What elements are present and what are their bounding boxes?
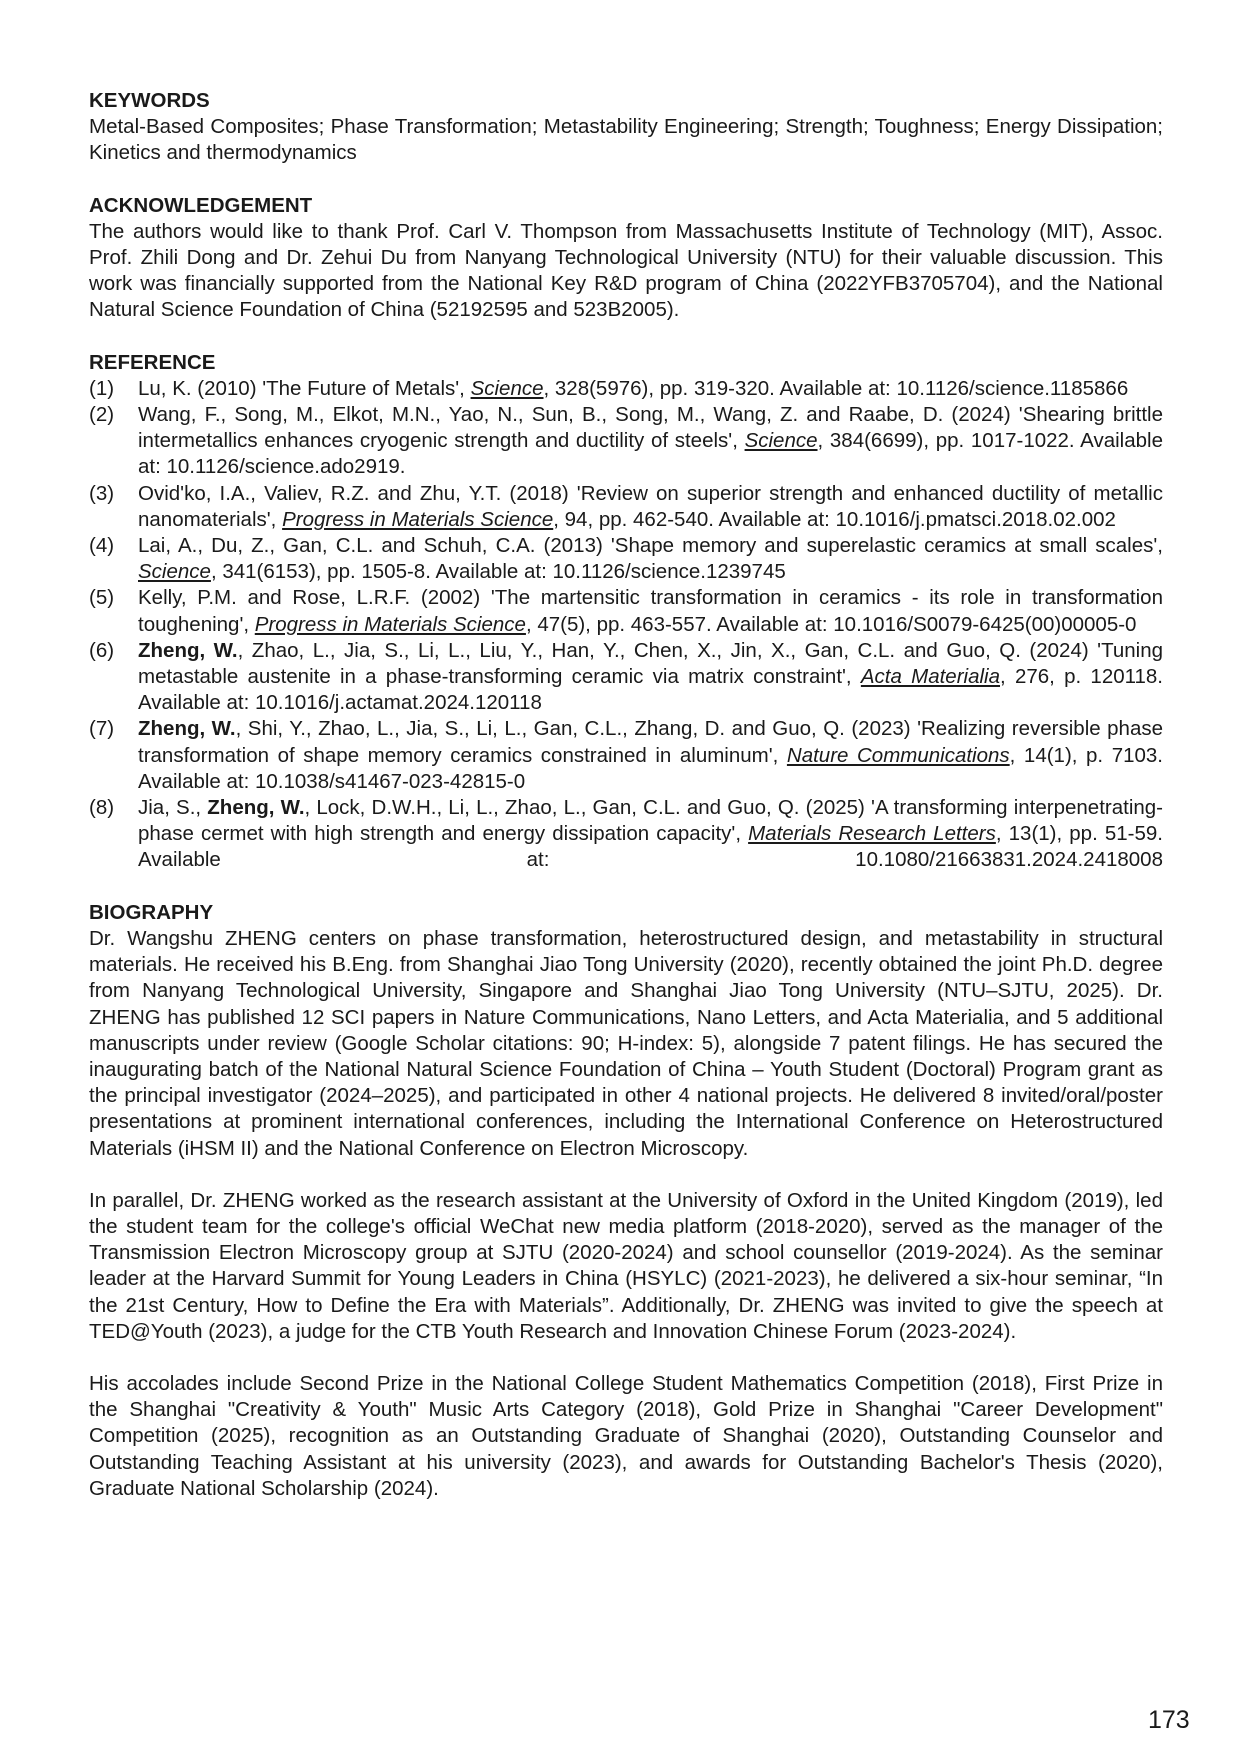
reference-details: , 47(5), pp. 463-557. Available at: 10.1016/S0079-6425(00)00005-0 (525, 612, 1137, 636)
biography-paragraph: In parallel, Dr. ZHENG worked as the research assistant at the University of Oxford in the United Kingdom (2019), led the student team for the college's official WeChat new media platform (2018-2020), served as the manager of the Transmission Electron Microscopy group at SJTU (2020-2024) and school counsellor (2019-2024). As the seminar leader at the Harvard Summit for Young Leaders in China (HSYLC) (2021-2023), he delivered a six-hour seminar, “In the 21st Century, How to Define the Era with Materials”. Additionally, Dr. ZHENG was invited to give the speech at TED@Youth (2023), a judge for the CTB Youth Research and Innovation Chinese Forum (2023-2024). (89, 1188, 1163, 1343)
keywords-section (89, 88, 1163, 167)
biography-paragraph: His accolades include Second Prize in the National College Student Mathematics Competition (2018), First Prize in the Shanghai "Creativity & Youth" Music Arts Category (2018), Gold Prize in Shanghai "Career Development" Competition (2025), recognition as an Outstanding Graduate of Shanghai (2020), Outstanding Counselor and Outstanding Teaching Assistant at his university (2023), and awards for Outstanding Bachelor's Thesis (2020), Graduate National Scholarship (2024). (89, 1371, 1163, 1500)
reference-text (138, 533, 1163, 585)
acknowledgement-heading: ACKNOWLEDGEMENT (89, 193, 313, 217)
reference-citation: , Shi, Y., Zhao, L., Jia, S., Li, L., Gan, C.L., Zhang, D. and Guo, Q. (2023) 'Realizing reversible phase transformation of shape memory ceramics constrained in aluminum', (138, 717, 1163, 767)
reference-details: , 94, pp. 462-540. Available at: 10.1016/j.pmatsci.2018.02.002 (553, 507, 1116, 531)
reference-number: (3) (89, 481, 115, 505)
reference-number: (1) (89, 376, 115, 400)
reference-journal: Science (744, 429, 818, 453)
reference-item (89, 716, 1163, 795)
acknowledgement-section (89, 193, 1163, 324)
reference-journal: Materials Research Letters (748, 822, 996, 846)
reference-item (89, 795, 1163, 874)
reference-text (138, 402, 1163, 481)
reference-citation: Kelly, P.M. and Rose, L.R.F. (2002) 'The martensitic transformation in ceramics - its role in transformation toughening', (138, 586, 1163, 636)
reference-item (89, 402, 1163, 481)
reference-text (138, 376, 1163, 402)
reference-citation: Wang, F., Song, M., Elkot, M.N., Yao, N., Sun, B., Song, M., Wang, Z. and Raabe, D. (2024) 'Shearing brittle intermetallics enhances cryogenic strength and ductility of steels', (138, 403, 1163, 453)
reference-number: (2) (89, 403, 115, 427)
reference-text (138, 795, 1163, 874)
reference-journal: Science (138, 560, 211, 584)
reference-citation: Lu, K. (2010) 'The Future of Metals', (138, 376, 471, 400)
biography-section (89, 900, 1163, 1502)
reference-highlight-author: Zheng, W. (138, 717, 236, 741)
reference-citation: Ovid'ko, I.A., Valiev, R.Z. and Zhu, Y.T. (2018) 'Review on superior strength and enhanced ductility of metallic nanomaterials', (138, 481, 1163, 531)
reference-citation: , Lock, D.W.H., Li, L., Zhao, L., Gan, C.L. and Guo, Q. (2025) 'A transforming interpenetrating-phase cermet with high strength and energy dissipation capacity', (138, 796, 1164, 846)
reference-highlight-author: Zheng, W. (138, 638, 238, 662)
reference-journal: Acta Materialia (860, 665, 1001, 689)
reference-number: (4) (89, 534, 115, 558)
page-number: 173 (1148, 1706, 1190, 1734)
reference-journal: Progress in Materials Science (282, 507, 554, 531)
reference-details: , 328(5976), pp. 319-320. Available at: 10.1126/science.1185866 (543, 376, 1129, 400)
reference-number: (5) (89, 586, 115, 610)
reference-journal: Nature Communications (786, 743, 1010, 767)
acknowledgement-text: The authors would like to thank Prof. Carl V. Thompson from Massachusetts Institute of Technology (MIT), Assoc. Prof. Zhili Dong and Dr. Zehui Du from Nanyang Technological University (NTU) for their valuable discussion. This work was financially supported from the National Key R&D program of China (2022YFB3705704), and the National Natural Science Foundation of China (52192595 and 523B2005). (89, 219, 1163, 322)
reference-item (89, 481, 1163, 533)
biography-paragraph: Dr. Wangshu ZHENG centers on phase transformation, heterostructured design, and metastability in structural materials. He received his B.Eng. from Shanghai Jiao Tong University (2020), recently obtained the joint Ph.D. degree from Nanyang Technological University, Singapore and Shanghai Jiao Tong University (NTU–SJTU, 2025). Dr. ZHENG has published 12 SCI papers in Nature Communications, Nano Letters, and Acta Materialia, and 5 additional manuscripts under review (Google Scholar citations: 90; H-index: 5), alongside 7 patent filings. He has secured the inaugurating batch of the National Natural Science Foundation of China – Youth Student (Doctoral) Program grant as the principal investigator (2024–2025), and participated in other 4 national projects. He delivered 8 invited/oral/poster presentations at prominent international conferences, including the International Conference on Heterostructured Materials (iHSM II) and the National Conference on Electron Microscopy. (89, 926, 1163, 1160)
reference-details: , 384(6699), pp. 1017-1022. Available at: 10.1126/science.ado2919. (138, 429, 1163, 479)
keywords-text: Metal-Based Composites; Phase Transformation; Metastability Engineering; Strength; Toughness; Energy Dissipation; Kinetics and thermodynamics (89, 115, 1163, 165)
reference-pre-author: Jia, S., (138, 796, 208, 820)
reference-number: (6) (89, 638, 115, 662)
reference-citation: , Zhao, L., Jia, S., Li, L., Liu, Y., Han, Y., Chen, X., Jin, X., Gan, C.L. and Guo, Q. (2024) 'Tuning metastable austenite in a phase-transforming ceramic via matrix constraint', (138, 638, 1163, 689)
reference-list (89, 376, 1163, 874)
reference-text (138, 716, 1163, 795)
reference-details: , 13(1), pp. 51-59. Available at: 10.1080/21663831.2024.2418008 (138, 822, 1163, 872)
reference-text (138, 481, 1163, 533)
reference-text (138, 585, 1163, 637)
reference-section (89, 350, 1163, 874)
keywords-heading: KEYWORDS (89, 89, 210, 112)
reference-text (138, 638, 1163, 717)
reference-number: (7) (89, 717, 115, 741)
reference-heading: REFERENCE (89, 350, 216, 374)
reference-journal: Progress in Materials Science (254, 612, 526, 636)
reference-details: , 341(6153), pp. 1505-8. Available at: 10.1126/science.1239745 (210, 560, 786, 584)
reference-highlight-author: Zheng, W. (207, 796, 305, 820)
reference-item (89, 585, 1163, 637)
reference-item (89, 376, 1163, 402)
reference-details: , 14(1), p. 7103. Available at: 10.1038/s41467-023-42815-0 (138, 743, 1163, 793)
biography-heading: BIOGRAPHY (89, 900, 214, 924)
reference-item (89, 533, 1163, 585)
reference-journal: Science (470, 376, 544, 400)
document-page (89, 88, 1163, 1528)
reference-number: (8) (89, 796, 115, 820)
reference-citation: Lai, A., Du, Z., Gan, C.L. and Schuh, C.A. (2013) 'Shape memory and superelastic ceramics at small scales', (138, 534, 1163, 558)
reference-details: , 276, p. 120118. Available at: 10.1016/j.actamat.2024.120118 (138, 665, 1164, 715)
reference-item (89, 638, 1163, 717)
